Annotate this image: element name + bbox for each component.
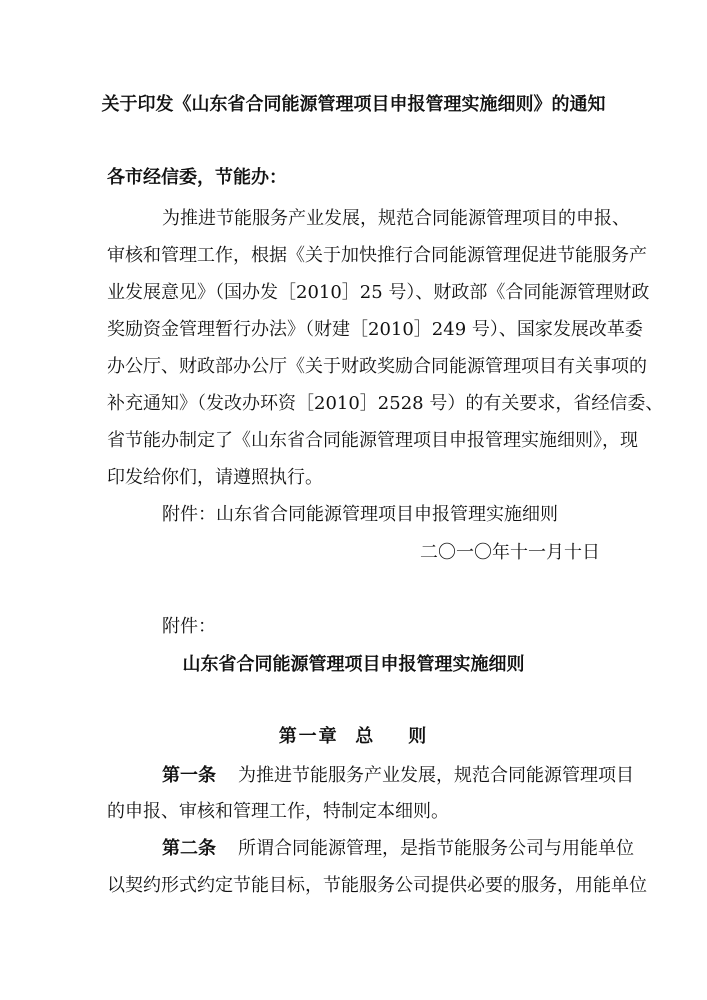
article-1-heading: 第一条	[162, 765, 216, 786]
attachment-title: 山东省合同能源管理项目申报管理实施细则	[182, 654, 525, 675]
attachment-reference: 附件：山东省合同能源管理项目申报管理实施细则	[162, 504, 558, 525]
article-1-text: 为推进节能服务产业发展，规范合同能源管理项目	[238, 765, 634, 786]
notice-title: 关于印发《山东省合同能源管理项目申报管理实施细则》的通知	[101, 94, 606, 115]
article-2-text: 以契约形式约定节能目标，节能服务公司提供必要的服务，用能单位	[107, 875, 647, 896]
article-2-heading: 第二条	[162, 838, 216, 859]
body-line: 补充通知》（发改办环资［2010］2528 号）的有关要求，省经信委、	[107, 393, 664, 414]
chapter-heading: 第一章 总 则	[278, 726, 429, 747]
body-line: 印发给你们，请遵照执行。	[107, 467, 323, 488]
body-line: 审核和管理工作，根据《关于加快推行合同能源管理促进节能服务产	[107, 245, 647, 266]
notice-date: 二〇一〇年十一月十日	[420, 542, 600, 563]
article-1-text: 的申报、审核和管理工作，特制定本细则。	[107, 801, 449, 822]
body-line: 奖励资金管理暂行办法》（财建［2010］249 号）、国家发展改革委	[107, 319, 643, 340]
body-line: 省节能办制定了《山东省合同能源管理项目申报管理实施细则》，现	[107, 430, 638, 451]
article-2-text: 所谓合同能源管理，是指节能服务公司与用能单位	[238, 838, 634, 859]
body-line: 业发展意见》（国办发［2010］25 号）、财政部《合同能源管理财政	[107, 282, 650, 303]
attachment-label: 附件：	[162, 616, 216, 637]
body-line: 办公厅、财政部办公厅《关于财政奖励合同能源管理项目有关事项的	[107, 356, 647, 377]
salutation: 各市经信委，节能办：	[107, 167, 287, 188]
body-line: 为推进节能服务产业发展，规范合同能源管理项目的申报、	[162, 208, 630, 229]
